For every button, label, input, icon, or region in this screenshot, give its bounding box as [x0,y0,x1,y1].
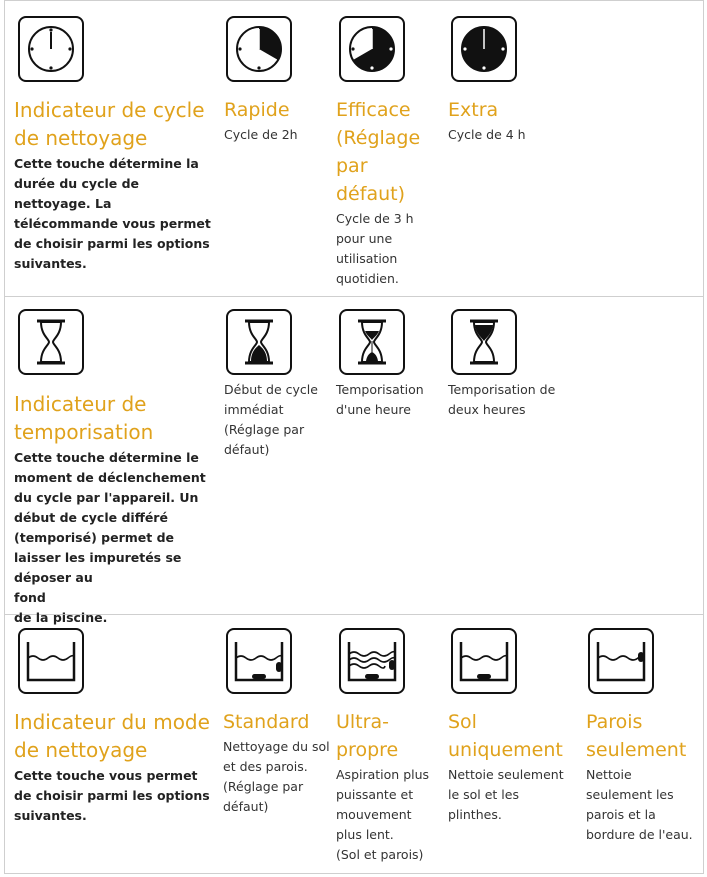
clock-half-icon [339,16,405,82]
hourglass-top-full-icon [451,309,517,375]
clock-icon [18,16,84,82]
cycle-main-icon-cell [18,16,84,82]
clock-one-third-icon [226,16,292,82]
pool-floor-only-icon [451,628,517,694]
option-title: Extra [448,99,499,121]
cycle-title: Indicateur de cycle de nettoyage [14,98,205,150]
timer-title: Indicateur de temporisation [14,392,154,444]
option-title: Rapide [224,99,290,121]
mode-title: Indicateur du mode de nettoyage [14,710,210,762]
option-text: Cycle de 2h [224,127,298,142]
clock-full-icon [451,16,517,82]
option-text: Cycle de 4 h [448,127,526,142]
option-text: Nettoyage du sol et des parois. [223,739,330,774]
hourglass-icon [18,309,84,375]
option-text: (Sol et parois) [336,847,424,862]
hourglass-bottom-full-icon [226,309,292,375]
timer-description: Cette touche détermine le moment de déclenchement du cycle par l'appareil. Un début de cycle différé (temporisé) permet de laisser les impuretés se déposer au [14,450,206,585]
pool-standard-icon [226,628,292,694]
option-title: Ultra-propre [336,711,399,761]
option-text: Aspiration plus puissante et mouvement plus lent. [336,767,430,842]
mode-description: Cette touche vous permet de choisir parmi les options suivantes. [14,768,210,823]
option-text: (Réglage par défaut) [223,779,304,814]
option-title: Sol uniquement [448,711,563,761]
pool-ultra-clean-icon [339,628,405,694]
section-divider [4,296,704,297]
option-title: Efficace (Réglage par défaut) [336,99,421,205]
timer-description: fond [14,590,46,605]
option-text: Temporisation d'une heure [336,382,424,417]
option-text: Nettoie seulement les parois et la bordure de l'eau. [586,767,693,842]
option-text: Nettoie seulement le sol et les plinthes. [448,767,564,822]
option-text: Temporisation de deux heures [448,382,556,417]
option-text: Cycle de 3 h pour une utilisation quotidien. [336,211,414,286]
timer-description: de la piscine. [14,610,108,625]
option-title: Standard [223,711,310,733]
hourglass-half-icon [339,309,405,375]
pool-icon [18,628,84,694]
cycle-description: Cette touche détermine la durée du cycle de nettoyage. La télécommande vous permet de choisir parmi les options suivantes. [14,156,211,271]
pool-walls-only-icon [588,628,654,694]
option-text: Début de cycle immédiat (Réglage par défaut) [224,382,318,457]
option-title: Parois seulement [586,711,687,761]
